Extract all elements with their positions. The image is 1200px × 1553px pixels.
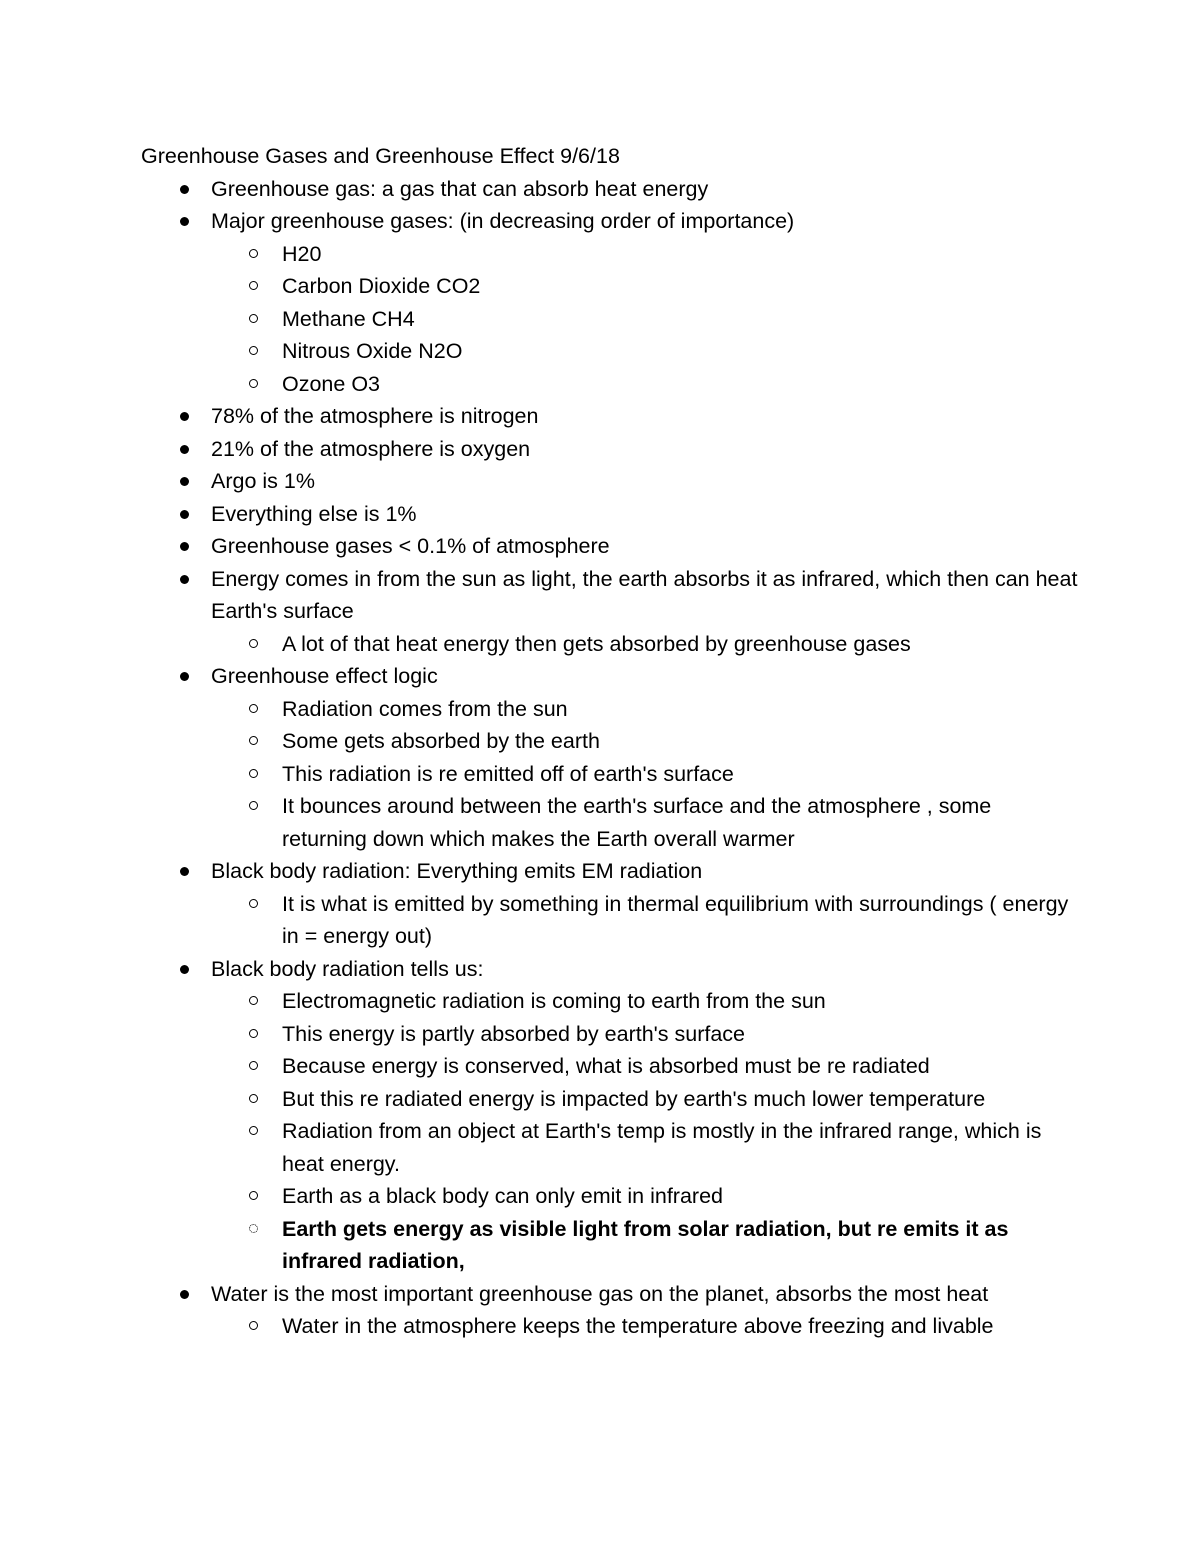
list-item (141, 465, 1081, 498)
sub-list-item-text: This radiation is re emitted off of earth's surface (282, 761, 734, 786)
sub-list-item (141, 303, 1081, 336)
list-item (141, 530, 1081, 563)
hollow-bullet-icon (249, 1061, 258, 1070)
hollow-bullet-icon (249, 314, 258, 323)
list-item-text: Greenhouse effect logic (211, 664, 438, 688)
sub-list-item (141, 985, 1081, 1018)
sub-list-item-text: Earth as a black body can only emit in infrared (282, 1184, 723, 1208)
list-item (141, 400, 1081, 433)
hollow-bullet-icon (249, 249, 258, 258)
filled-bullet-icon (180, 542, 189, 551)
sub-list (211, 693, 1081, 856)
sub-list-item-bold (141, 1213, 1081, 1278)
sub-list-item-text: Ozone O3 (282, 371, 380, 396)
list-item-text: Major greenhouse gases: (in decreasing order of importance) (211, 209, 795, 233)
list-item-text: Greenhouse gases < 0.1% of atmosphere (211, 534, 610, 558)
list-item (141, 173, 1081, 206)
sub-list-item (141, 790, 1081, 855)
hollow-bullet-icon (249, 281, 258, 290)
filled-bullet-icon (180, 185, 189, 194)
sub-list-item-text: Radiation from an object at Earth's temp is mostly in the infrared range, which is heat energy. (282, 1119, 1042, 1176)
document-title: Greenhouse Gases and Greenhouse Effect 9/6/18 (141, 144, 620, 168)
hollow-bullet-icon (249, 1321, 258, 1330)
filled-bullet-icon (180, 575, 189, 584)
sub-list-item-text: Methane CH4 (282, 306, 415, 331)
hollow-bullet-icon (249, 379, 258, 388)
list-item (141, 660, 1081, 855)
hollow-bullet-icon (249, 736, 258, 745)
dotted-bullet-icon (249, 1224, 258, 1233)
list-item-text: Argo is 1% (211, 469, 315, 493)
hollow-bullet-icon (249, 346, 258, 355)
sub-list-item (141, 335, 1081, 368)
sub-list-item (141, 725, 1081, 758)
hollow-bullet-icon (249, 899, 258, 908)
sub-list-item-text: A lot of that heat energy then gets absorbed by greenhouse gases (282, 631, 911, 656)
sub-list-item-text: Because energy is conserved, what is absorbed must be re radiated (282, 1054, 930, 1078)
sub-list-item (141, 1115, 1081, 1180)
sub-list-item-text: H20 (282, 241, 322, 266)
list-item-text: Water is the most important greenhouse gas on the planet, absorbs the most heat (211, 1281, 989, 1306)
sub-list-item-text: Earth gets energy as visible light from solar radiation, but re emits it as infrared radiation, (282, 1216, 1009, 1273)
hollow-bullet-icon (249, 769, 258, 778)
sub-list-item-text: This energy is partly absorbed by earth's surface (282, 1021, 745, 1046)
hollow-bullet-icon (249, 1191, 258, 1200)
list-item-text: Greenhouse gas: a gas that can absorb heat energy (211, 176, 709, 201)
hollow-bullet-icon (249, 704, 258, 713)
sub-list-item-text: But this re radiated energy is impacted by earth's much lower temperature (282, 1086, 986, 1111)
filled-bullet-icon (180, 672, 189, 681)
document-page (141, 140, 1081, 1343)
bullet-list (141, 173, 1081, 1343)
sub-list (211, 1310, 1081, 1343)
sub-list-item (141, 758, 1081, 791)
hollow-bullet-icon (249, 801, 258, 810)
sub-list (211, 985, 1081, 1278)
sub-list-item-text: It is what is emitted by something in thermal equilibrium with surroundings ( energy in = energy out) (282, 891, 1069, 948)
sub-list-item (141, 270, 1081, 303)
hollow-bullet-icon (249, 1029, 258, 1038)
filled-bullet-icon (180, 217, 189, 226)
list-item-text: Black body radiation: Everything emits EM radiation (211, 859, 703, 883)
filled-bullet-icon (180, 477, 189, 486)
list-item (141, 855, 1081, 953)
sub-list-item (141, 693, 1081, 726)
sub-list-item (141, 238, 1081, 271)
sub-list-item-text: Water in the atmosphere keeps the temperature above freezing and livable (282, 1314, 994, 1338)
filled-bullet-icon (180, 1290, 189, 1299)
list-item (141, 563, 1081, 661)
list-item-text: 21% of the atmosphere is oxygen (211, 436, 531, 461)
list-item (141, 498, 1081, 531)
hollow-bullet-icon (249, 639, 258, 648)
sub-list-item (141, 888, 1081, 953)
list-item (141, 205, 1081, 400)
sub-list-item (141, 628, 1081, 661)
sub-list-item (141, 1310, 1081, 1343)
hollow-bullet-icon (249, 996, 258, 1005)
sub-list (211, 238, 1081, 401)
sub-list (211, 628, 1081, 661)
sub-list-item-text: Carbon Dioxide CO2 (282, 274, 481, 298)
sub-list-item-text: Radiation comes from the sun (282, 696, 568, 721)
sub-list-item (141, 368, 1081, 401)
list-item-text: Everything else is 1% (211, 501, 417, 526)
sub-list-item-text: Electromagnetic radiation is coming to earth from the sun (282, 989, 826, 1013)
sub-list-item (141, 1050, 1081, 1083)
filled-bullet-icon (180, 445, 189, 454)
sub-list-item (141, 1018, 1081, 1051)
list-item (141, 1278, 1081, 1343)
hollow-bullet-icon (249, 1126, 258, 1135)
hollow-bullet-icon (249, 1094, 258, 1103)
sub-list (211, 888, 1081, 953)
sub-list-item (141, 1083, 1081, 1116)
sub-list-item-text: Some gets absorbed by the earth (282, 729, 600, 753)
list-item (141, 433, 1081, 466)
filled-bullet-icon (180, 510, 189, 519)
list-item-text: Energy comes in from the sun as light, the earth absorbs it as infrared, which then can heat Earth's surface (211, 566, 1078, 623)
list-item-text: Black body radiation tells us: (211, 956, 484, 981)
list-item-text: 78% of the atmosphere is nitrogen (211, 404, 539, 428)
list-item (141, 953, 1081, 1278)
sub-list-item-text: Nitrous Oxide N2O (282, 339, 463, 363)
filled-bullet-icon (180, 412, 189, 421)
filled-bullet-icon (180, 867, 189, 876)
filled-bullet-icon (180, 965, 189, 974)
sub-list-item-text: It bounces around between the earth's surface and the atmosphere , some returning down which makes the Earth overall warmer (282, 794, 992, 851)
sub-list-item (141, 1180, 1081, 1213)
